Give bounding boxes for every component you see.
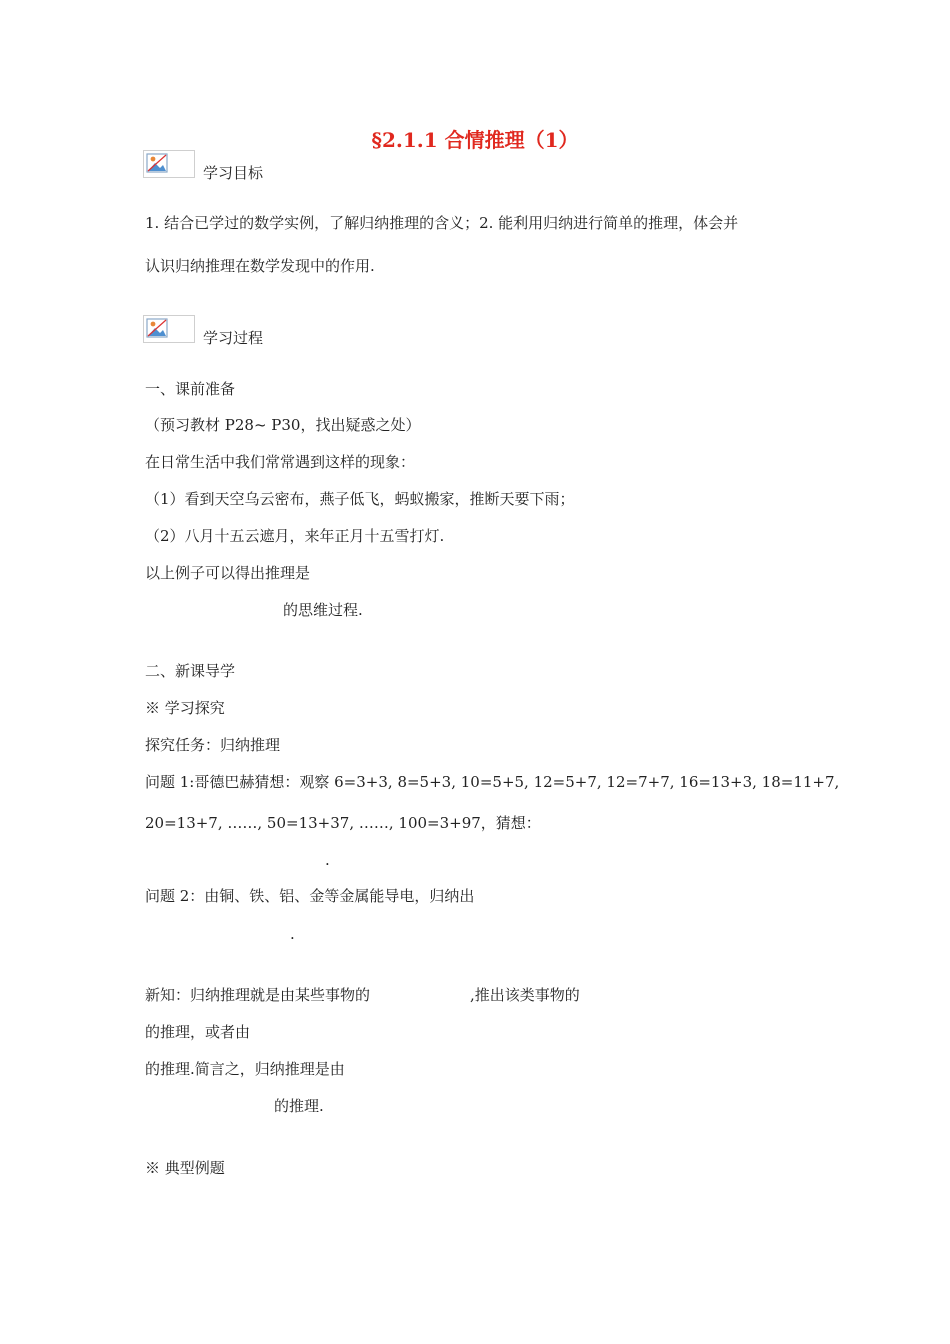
goals-heading: 学习目标 [203,164,264,182]
new-knowledge-line-4: 的推理. [274,1097,324,1115]
part1-blank-tail: 的思维过程. [283,601,363,619]
new-knowledge-a: 新知：归纳推理就是由某些事物的 [145,986,371,1004]
broken-image-icon [143,315,195,343]
broken-image-icon [143,150,195,178]
part1-item-1: （1）看到天空乌云密布，燕子低飞，蚂蚁搬家，推断天要下雨； [145,490,575,508]
part1-intro: 在日常生活中我们常常遇到这样的现象： [145,453,416,471]
explore-heading: ※ 学习探究 [145,699,225,717]
part2-heading: 二、新课导学 [145,662,236,680]
question-2-end: . [290,925,295,943]
part1-note: （预习教材 P28~ P30，找出疑惑之处） [145,416,421,434]
part1-heading: 一、课前准备 [145,380,236,398]
page-title: §2.1.1 合情推理（1） [371,128,579,152]
question-2-line-1: 问题 2：由铜、铁、铝、金等金属能导电，归纳出 [145,887,475,905]
goals-text-line-2: 认识归纳推理在数学发现中的作用. [145,257,375,275]
process-heading: 学习过程 [203,329,264,347]
new-knowledge-line-2: 的推理，或者由 [145,1023,251,1041]
examples-heading: ※ 典型例题 [145,1159,225,1177]
question-1-line-2: 20=13+7, ……, 50=13+37, ……, 100=3+97，猜想： [145,814,541,832]
question-1-line-1: 问题 1:哥德巴赫猜想：观察 6=3+3, 8=5+3, 10=5+5, 12=5+7, 12=7+7, 16=13+3, 18=11+7, [145,773,840,791]
part1-conclusion: 以上例子可以得出推理是 [145,564,311,582]
part1-item-2: （2）八月十五云遮月，来年正月十五雪打灯. [145,527,445,545]
new-knowledge-b: ,推出该类事物的 [470,986,580,1004]
question-1-end: . [325,851,330,869]
explore-task: 探究任务：归纳推理 [145,736,281,754]
new-knowledge-line-3: 的推理.简言之，归纳推理是由 [145,1060,345,1078]
goals-text-line-1: 1. 结合已学过的数学实例，了解归纳推理的含义；2. 能利用归纳进行简单的推理，体会并 [145,214,739,232]
